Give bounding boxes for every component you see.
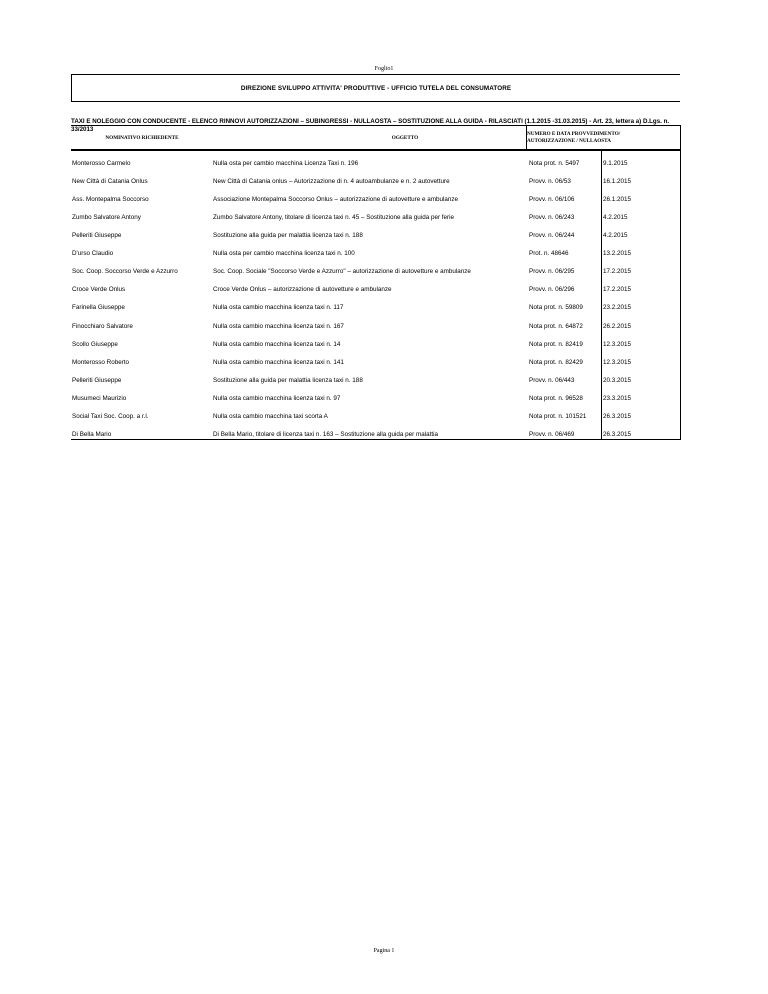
cell-data: 13.2.2015 — [603, 250, 632, 258]
cell-data: 23.3.2015 — [603, 394, 632, 402]
cell-oggetto: Zumbo Salvatore Antony, titolare di licenza taxi n. 45 – Sostituzione alla guida per ferie — [213, 214, 455, 222]
cell-numero: Provv. n. 06/469 — [529, 430, 575, 438]
cell-oggetto: Sostituzione alla guida per malattia licenza taxi n. 188 — [213, 232, 363, 240]
cell-nominativo: Farinella Giuseppe — [72, 304, 125, 312]
header-divider — [526, 126, 527, 149]
cell-nominativo: Finocchiaro Salvatore — [72, 322, 133, 330]
table-header — [71, 125, 681, 151]
cell-oggetto: Croce Verde Onlus – autorizzazione di autovetture e ambulanze — [213, 286, 392, 294]
cell-numero: Provv. n. 06/296 — [529, 286, 575, 294]
cell-nominativo: Monterosso Carmelo — [72, 160, 131, 167]
table-row — [71, 205, 680, 224]
page-footer: Pagina 1 — [373, 948, 395, 954]
cell-numero: Prot. n. 48646 — [529, 250, 569, 258]
cell-numero: Provv. n. 06/295 — [529, 268, 575, 276]
table-row — [71, 350, 680, 369]
cell-oggetto: Associazione Montepalma Soccorso Onlus – autorizzazione di autovetture e ambulanze — [213, 196, 459, 204]
cell-oggetto: Soc. Coop. Sociale "Soccorso Verde e Azzurro" – autorizzazione di autovetture e ambulanze — [213, 268, 471, 276]
cell-nominativo: Monterosso Roberto — [72, 358, 130, 366]
cell-data: 26.1.2015 — [603, 196, 632, 204]
table-row — [71, 404, 680, 423]
table-row — [71, 386, 680, 405]
cell-data: 20.3.2015 — [603, 376, 632, 384]
cell-data: 4.2.2015 — [603, 232, 628, 240]
table-row — [71, 314, 680, 333]
cell-numero: Nota prot. n. 82429 — [529, 358, 583, 366]
cell-numero: Nota prot. n. 96528 — [529, 394, 583, 402]
table-row — [71, 187, 680, 206]
cell-data: 16.1.2015 — [603, 178, 632, 186]
cell-nominativo: Scollo Giuseppe — [72, 340, 118, 348]
cell-numero: Nota prot. n. 101521 — [529, 412, 587, 420]
cell-oggetto: Nulla osta cambio macchina licenza taxi n. 167 — [213, 322, 344, 330]
table-row — [71, 223, 680, 242]
title-box — [71, 74, 680, 102]
document-subtitle: TAXI E NOLEGGIO CON CONDUCENTE - ELENCO RINNOVI AUTORIZZAZIONI – SUBINGRESSI - NULLAOSTA – SOSTITUZIONE ALLA GUIDA - RILASCIATI (1.1.2015 -31.03.2015) - Art. 23, lettera a) D.Lgs. n. 33/2013 — [71, 118, 670, 133]
cell-oggetto: Nulla osta cambio macchina licenza taxi n. 14 — [213, 340, 341, 348]
table-row — [71, 422, 680, 441]
cell-data: 17.2.2015 — [603, 286, 632, 294]
cell-numero: Nota prot. n. 5497 — [529, 160, 580, 167]
table-row — [71, 295, 680, 314]
table-row — [71, 151, 680, 170]
cell-data: 26.3.2015 — [603, 430, 632, 438]
cell-nominativo: Ass. Montepalma Soccorso — [72, 196, 149, 204]
cell-oggetto: Nulla osta cambio macchina licenza taxi n. 97 — [213, 394, 341, 402]
cell-data: 4.2.2015 — [603, 214, 628, 222]
table-row — [71, 368, 680, 387]
cell-nominativo: D'urso Claudio — [72, 250, 114, 258]
table-row — [71, 241, 680, 260]
cell-data: 17.2.2015 — [603, 268, 632, 276]
table-row — [71, 169, 680, 188]
cell-numero: Nota prot. n. 59809 — [529, 304, 583, 312]
cell-oggetto: Nulla osta per cambio macchina licenza taxi n. 100 — [213, 250, 355, 258]
column-header-numero — [527, 126, 687, 149]
cell-oggetto: Nulla osta cambio macchina licenza taxi n. 117 — [213, 304, 344, 312]
cell-data: 26.3.2015 — [603, 412, 632, 420]
column-header-nominativo: NOMINATIVO RICHIEDENTE — [105, 134, 179, 141]
cell-nominativo: Musumeci Maurizio — [72, 394, 127, 402]
column-header-numero-line1: NUMERO E DATA PROVVEDIMENTO/ — [527, 130, 621, 137]
cell-data: 12.3.2015 — [603, 340, 632, 348]
cell-nominativo: Zumbo Salvatore Antony — [72, 214, 141, 222]
cell-oggetto: Nulla osta cambio macchina licenza taxi n. 141 — [213, 358, 344, 366]
cell-oggetto: Di Bella Mario, titolare di licenza taxi n. 163 – Sostituzione alla guida per malattia — [213, 430, 439, 438]
cell-numero: Provv. n. 06/53 — [529, 178, 571, 186]
cell-nominativo: Pelleriti Giuseppe — [72, 232, 122, 240]
column-header-numero-line2: AUTORIZZAZIONE / NULLAOSTA — [527, 137, 611, 144]
cell-oggetto: New Città di Catania onlus – Autorizzazione di n. 4 autoambulanze e n. 2 autovetture — [213, 178, 450, 186]
table-row — [71, 277, 680, 296]
column-header-oggetto: OGGETTO — [391, 134, 419, 141]
cell-numero: Provv. n. 06/243 — [529, 214, 575, 222]
cell-numero: Provv. n. 06/106 — [529, 196, 575, 204]
cell-nominativo: Pelleriti Giuseppe — [72, 376, 122, 384]
table-body — [71, 151, 681, 440]
cell-data: 12.3.2015 — [603, 358, 632, 366]
cell-numero: Provv. n. 06/244 — [529, 232, 575, 240]
table-row — [71, 259, 680, 278]
cell-oggetto: Nulla osta cambio macchina taxi scorta A — [213, 412, 328, 420]
cell-data: 26.2.2015 — [603, 322, 632, 330]
document-title: DIREZIONE SVILUPPO ATTIVITA' PRODUTTIVE - UFFICIO TUTELA DEL CONSUMATORE — [240, 84, 512, 92]
cell-nominativo: Di Bella Mario — [72, 430, 112, 438]
cell-data: 23.2.2015 — [603, 304, 632, 312]
cell-oggetto: Sostituzione alla guida per malattia licenza taxi n. 188 — [213, 376, 363, 384]
table-row — [71, 332, 680, 351]
cell-numero: Nota prot. n. 64872 — [529, 322, 583, 330]
cell-numero: Provv. n. 06/443 — [529, 376, 575, 384]
cell-nominativo: Soc. Coop. Soccorso Verde e Azzurro — [72, 268, 178, 276]
cell-nominativo: Croce Verde Onlus — [72, 286, 126, 294]
cell-oggetto: Nulla osta per cambio macchina Licenza Taxi n. 196 — [213, 160, 359, 167]
cell-numero: Nota prot. n. 82419 — [529, 340, 583, 348]
cell-nominativo: New Città di Catania Onlus — [72, 178, 148, 186]
cell-nominativo: Social Taxi Soc. Coop. a r.l. — [72, 412, 149, 420]
cell-data: 9.1.2015 — [603, 160, 628, 167]
sheet-name: Foglio1 — [374, 66, 394, 72]
